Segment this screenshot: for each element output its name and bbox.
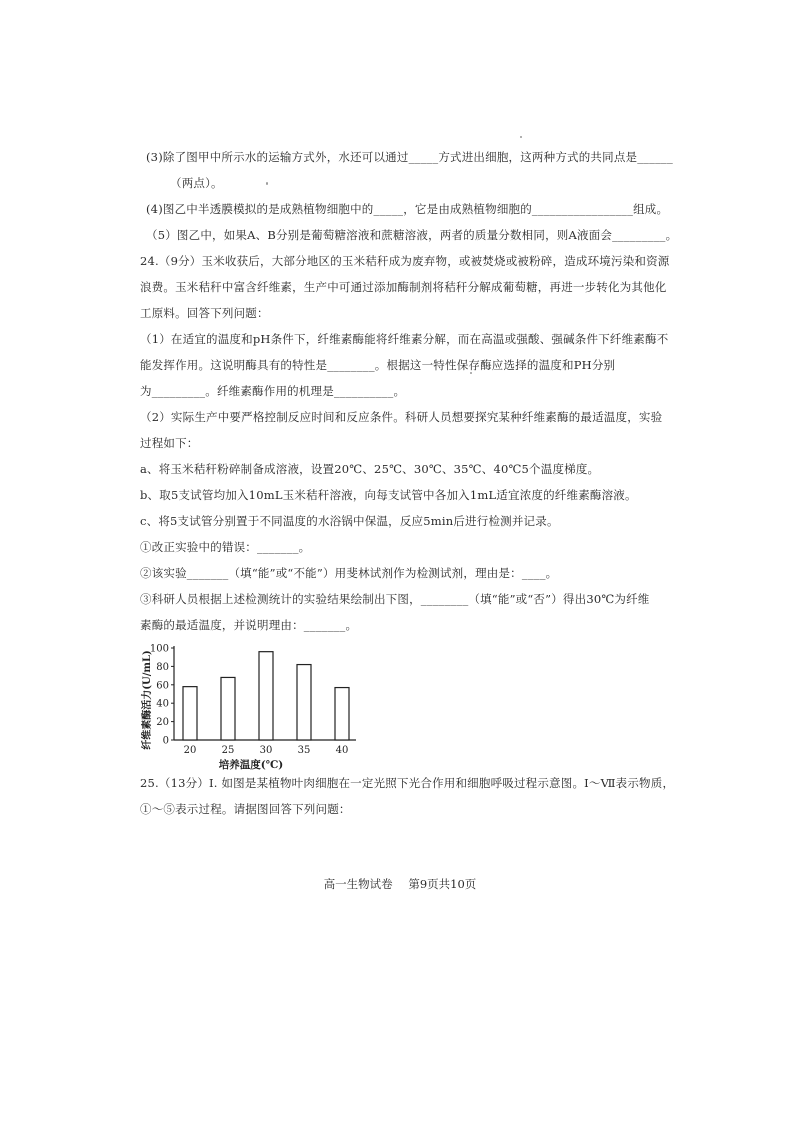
y-tick-label: 80 <box>156 661 169 673</box>
bar-chart <box>138 636 370 776</box>
text-line: （1）在适宜的温度和pH条件下，纤维素酶能将纤维素分解，而在高温或强酸、强碱条件下纤维素酶不 <box>140 332 669 346</box>
bar-30 <box>259 652 273 740</box>
text-line: （2）实际生产中要严格控制反应时间和反应条件。科研人员想要探究某种纤维素酶的最适温度，实验 <box>140 410 663 424</box>
footer-page-number: 第9页共10页 <box>408 877 477 891</box>
bar-35 <box>297 665 311 740</box>
y-tick-label: 100 <box>149 643 169 655</box>
y-tick-label: 0 <box>162 735 169 747</box>
y-axis-label: 纤维素酶活力(U/mL) <box>142 650 153 750</box>
text-line: a、将玉米秸秆粉碎制备成溶液，设置20℃、25℃、30℃、35℃、40℃5个温度梯度。 <box>140 462 600 476</box>
bar-25 <box>221 677 235 740</box>
scan-speck <box>266 182 268 185</box>
x-tick-label: 25 <box>221 745 235 756</box>
text-line: 工原料。回答下列问题： <box>140 306 269 320</box>
text-line: 能发挥作用。这说明酶具有的特性是________。根据这一特性保存酶应选择的温度和PH分别 <box>140 358 616 372</box>
x-tick-label: 20 <box>183 745 197 756</box>
text-line: b、取5支试管均加入10mL玉米秸秆溶液，向每支试管中各加入1mL适宜浓度的纤维素酶溶液。 <box>140 488 637 502</box>
scan-speck <box>520 136 522 138</box>
question-25-heading: 25.（13分）I. 如图是某植物叶肉细胞在一定光照下光合作用和细胞呼吸过程示意图。Ⅰ～Ⅶ表示物质， <box>140 776 675 790</box>
text-line: ③科研人员根据上述检测统计的实验结果绘制出下图，________（填“能”或“否”）得出30℃为纤维 <box>140 592 650 606</box>
bar-40 <box>335 688 349 740</box>
text-line: ①～⑤表示过程。请据图回答下列问题： <box>140 802 351 816</box>
text-line: 素酶的最适温度，并说明理由：_______。 <box>140 618 358 632</box>
text-line: c、将5支试管分别置于不同温度的水浴锅中保温，反应5min后进行检测并记录。 <box>140 514 559 528</box>
bar-20 <box>183 687 197 740</box>
x-tick-label: 30 <box>259 745 273 756</box>
text-line: （5）图乙中，如果A、B分别是葡萄糖溶液和蔗糖溶液，两者的质量分数相同，则A液面会_________。 <box>146 228 678 242</box>
text-line: (3)除了图甲中所示水的运输方式外，水还可以通过_____方式进出细胞，这两种方式的共同点是______ <box>146 150 673 164</box>
text-line: 过程如下： <box>140 436 199 450</box>
x-axis-label: 培养温度(℃) <box>218 759 284 771</box>
x-tick-label: 40 <box>335 745 349 756</box>
text-line: ②该实验_______（填“能”或“不能”）用斐林试剂作为检测试剂，理由是：____。 <box>140 566 558 580</box>
text-line: ①改正实验中的错误：_______。 <box>140 540 311 554</box>
page-footer <box>0 876 800 892</box>
y-tick-label: 60 <box>156 680 169 692</box>
footer-title: 高一生物试卷 <box>323 877 393 891</box>
text-line: 为_________。纤维素酶作用的机理是__________。 <box>140 384 406 398</box>
enzyme-activity-chart <box>138 636 370 776</box>
text-line: 浪费。玉米秸秆中富含纤维素，生产中可通过添加酶制剂将秸秆分解成葡萄糖，再进一步转化为其他化 <box>140 280 667 294</box>
x-tick-label: 35 <box>297 745 311 756</box>
text-line: （两点）。 <box>170 176 223 190</box>
scan-speck <box>470 372 472 374</box>
y-tick-label: 40 <box>156 698 169 710</box>
y-tick-label: 20 <box>156 717 169 729</box>
text-line: (4)图乙中半透膜模拟的是成熟植物细胞中的_____，它是由成熟植物细胞的_________________组成。 <box>146 202 669 216</box>
question-24-heading: 24.（9分）玉米收获后，大部分地区的玉米秸秆成为废弃物，或被焚烧或被粉碎，造成环境污染和资源 <box>140 254 670 268</box>
